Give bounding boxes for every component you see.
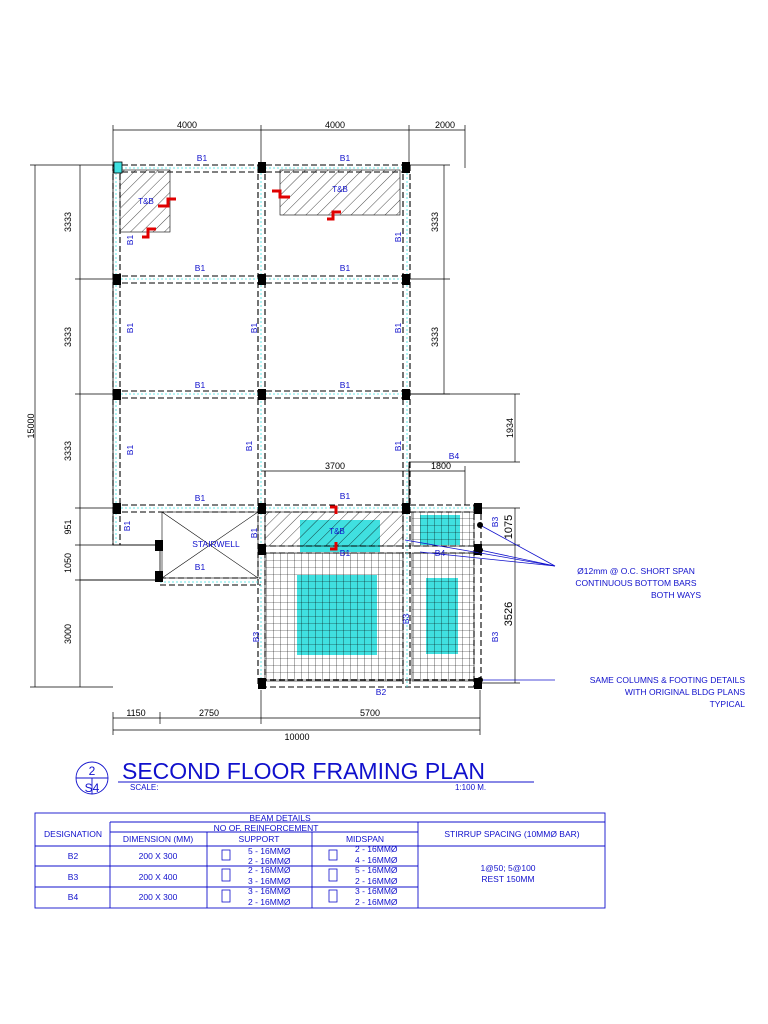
stirrup-line-2: REST 150MM (481, 874, 535, 884)
row-b2-midspan-bottom: 4 - 16MMØ (355, 855, 398, 865)
beam-label-b1: B1 (339, 491, 351, 501)
beam-label-b1-vertical: B1 (393, 231, 403, 243)
note-columns-line-2: WITH ORIGINAL BLDG PLANS (624, 687, 745, 697)
beam-label-b3-vertical: B3 (401, 613, 411, 625)
header-reinforcement: NO OF. REINFORCEMENT (213, 823, 319, 833)
scale-label: SCALE: (130, 783, 159, 792)
beam-label-b1-vertical: B1 (249, 322, 259, 334)
note-rebar-line-3: BOTH WAYS (650, 590, 702, 600)
sheet-ref: S4 (84, 781, 100, 795)
row-b2-midspan-top: 2 - 16MMØ (355, 844, 398, 854)
title-block (76, 758, 534, 795)
beam-label-b1: B1 (194, 493, 206, 503)
slab-grid-main (265, 553, 403, 681)
column (402, 162, 410, 173)
beam-label-b2: B2 (375, 687, 387, 697)
beam-label-b4: B4 (448, 451, 460, 461)
row-b3-midspan-top: 5 - 16MMØ (355, 865, 398, 875)
stirrup-line-1: 1@50; 5@100 (480, 863, 536, 873)
header-designation: DESIGNATION (44, 829, 102, 839)
beam-label-b1-vertical: B1 (244, 440, 254, 452)
beam-label-b1-vertical: B1 (393, 440, 403, 452)
row-b4-support-top: 3 - 16MMØ (248, 886, 291, 896)
dim-left-3: 3333 (63, 440, 73, 462)
beam-label-b1-vertical: B1 (125, 322, 135, 334)
column (113, 389, 121, 400)
column (402, 274, 410, 285)
row-b4-midspan-top: 3 - 16MMØ (355, 886, 398, 896)
row-b4-midspan-bottom: 2 - 16MMØ (355, 897, 398, 907)
column (402, 503, 410, 514)
row-b4-dimension: 200 X 300 (138, 892, 178, 902)
row-b3-support-bottom: 3 - 16MMØ (248, 876, 291, 886)
beam-label-b1: B1 (339, 153, 351, 163)
beam-label-b3-vertical: B3 (490, 631, 500, 643)
row-b3-designation: B3 (67, 872, 79, 882)
column (114, 162, 122, 173)
beam-label-b1-vertical: B1 (393, 322, 403, 334)
dim-left-6: 3000 (63, 623, 73, 645)
dim-left-5: 1050 (63, 552, 73, 574)
header-stirrup: STIRRUP SPACING (10MMØ BAR) (444, 829, 580, 839)
stairwell-label: STAIRWELL (192, 539, 240, 549)
column (113, 274, 121, 285)
beam-label-b1: B1 (194, 562, 206, 572)
row-b2-support-bottom: 2 - 16MMØ (248, 856, 291, 866)
beam-label-b1: B1 (194, 263, 206, 273)
beam-label-b1-vertical: B1 (122, 520, 132, 532)
row-b2-designation: B2 (67, 851, 79, 861)
dim-top-3: 2000 (434, 120, 456, 130)
column (258, 274, 266, 285)
note-columns-line-1: SAME COLUMNS & FOOTING DETAILS (589, 675, 745, 685)
beam-label-b1: B1 (194, 380, 206, 390)
dim-right-2: 3333 (430, 326, 440, 348)
dim-bottom-2: 2750 (198, 708, 220, 718)
column (258, 162, 266, 173)
slab-areas (120, 170, 474, 681)
toilet-bath-label: T&B (332, 185, 348, 194)
column (474, 503, 482, 514)
dim-bottom-overall: 10000 (284, 732, 310, 742)
header-support: SUPPORT (238, 834, 280, 844)
dim-inner-1: 3700 (324, 461, 346, 471)
dim-left-overall: 15000 (26, 413, 36, 439)
beam-label-b3-vertical: B3 (251, 631, 261, 643)
dim-top-1: 4000 (176, 120, 198, 130)
dim-bottom-1: 1150 (126, 708, 146, 718)
note-columns-line-3: TYPICAL (709, 699, 745, 709)
column (402, 389, 410, 400)
column (113, 503, 121, 514)
beam-label-b1-vertical: B1 (125, 444, 135, 456)
column (155, 571, 163, 582)
note-rebar-line-2: CONTINUOUS BOTTOM BARS (575, 578, 697, 588)
column (258, 678, 266, 689)
dim-right-5: 3526 (503, 601, 515, 627)
dim-bottom-3: 5700 (359, 708, 381, 718)
table-title: BEAM DETAILS (249, 813, 311, 823)
beam-label-b1: B1 (196, 153, 208, 163)
dim-right-3: 1934 (505, 417, 515, 439)
row-b3-support-top: 2 - 16MMØ (248, 865, 291, 875)
column (258, 544, 266, 555)
plan-notes (575, 566, 745, 709)
row-b3-midspan-bottom: 2 - 16MMØ (355, 876, 398, 886)
dim-inner-2: 1800 (430, 461, 452, 471)
slab-grid-right (412, 553, 474, 681)
column (155, 540, 163, 551)
dim-left-1: 3333 (63, 211, 73, 233)
column (258, 389, 266, 400)
row-b3-dimension: 200 X 400 (138, 872, 178, 882)
row-b4-designation: B4 (67, 892, 79, 902)
toilet-bath-label: T&B (138, 197, 154, 206)
detail-number: 2 (88, 764, 96, 778)
slab-grid-small-top (412, 512, 474, 546)
beam-label-b1: B1 (339, 263, 351, 273)
beam-label-b1: B1 (339, 380, 351, 390)
dim-left-4: 951 (63, 519, 73, 535)
toilet-bath-label: T&B (329, 527, 345, 536)
dim-left-2: 3333 (63, 326, 73, 348)
beam-label-b3-vertical: B3 (490, 516, 500, 528)
beam-label-b1: B1 (339, 548, 351, 558)
dim-right-4: 1075 (503, 514, 515, 540)
beam-label-b1-vertical: B1 (249, 527, 259, 539)
row-b4-support-bottom: 2 - 16MMØ (248, 897, 291, 907)
dim-top-2: 4000 (324, 120, 346, 130)
row-b2-support-top: 5 - 16MMØ (248, 846, 291, 856)
scale-value: 1:100 M. (455, 783, 487, 792)
beam-label-b1-vertical: B1 (125, 234, 135, 246)
rebar-marks (142, 191, 341, 549)
beam-label-b4: B4 (434, 548, 446, 558)
column (258, 503, 266, 514)
header-dimension: DIMENSION (MM) (122, 834, 194, 844)
beam-details-table (35, 813, 605, 908)
dim-right-1: 3333 (430, 211, 440, 233)
row-b2-dimension: 200 X 300 (138, 851, 178, 861)
note-rebar-line-1: Ø12mm @ O.C. SHORT SPAN (577, 566, 695, 576)
header-midspan: MIDSPAN (345, 834, 385, 844)
plan-title: SECOND FLOOR FRAMING PLAN (122, 758, 485, 784)
